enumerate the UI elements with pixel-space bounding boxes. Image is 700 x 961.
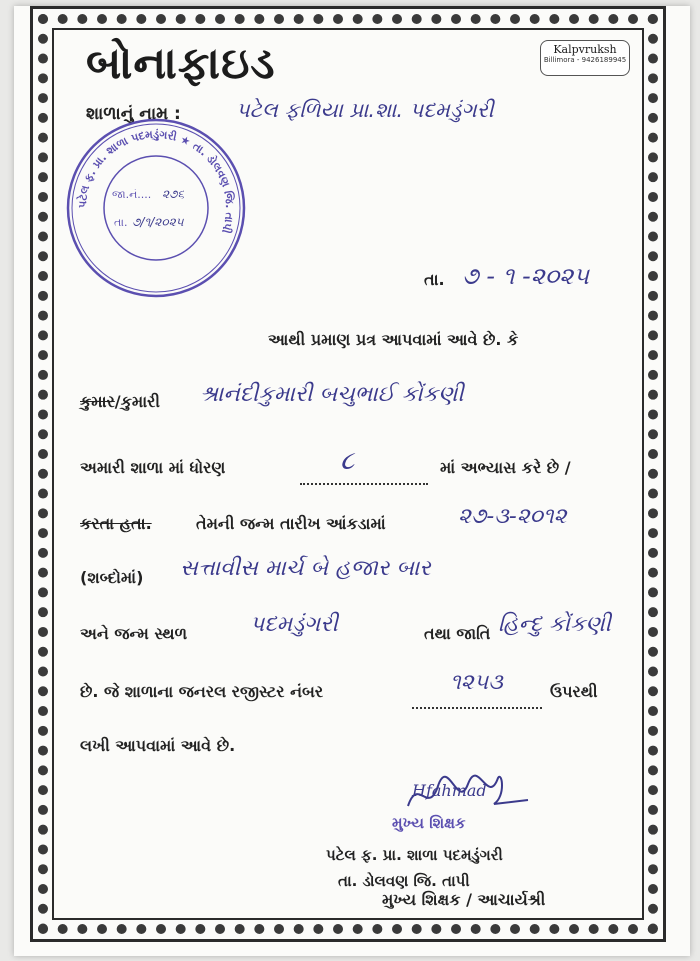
logo-brand: Kalpvruksh (553, 43, 617, 56)
designation: મુખ્ય શિક્ષક / આચાર્યશ્રી (382, 890, 546, 909)
register-suffix: ઉપરથી (550, 682, 598, 701)
seal-place: તા. ડોલવણ જિ. તાપી (338, 872, 470, 890)
school-round-stamp (64, 116, 248, 300)
school-name: પટેલ ફળિયા પ્રા.શા. પદમડુંગરી (236, 98, 494, 122)
seal-school: પટેલ ફ. પ્રા. શાળા પદમડુંગરી (326, 846, 503, 864)
stamp-date-label: તા. (114, 216, 128, 229)
dob-digits: ૨૭-૩-૨૦૧૨ (458, 504, 567, 529)
stamp-number-label: જા.નં.... (112, 188, 152, 201)
birthplace-value: પદમડુંગરી (250, 612, 338, 637)
class-suffix: માં અભ્યાસ કરે છે / (440, 458, 571, 477)
stamp-date-value: ૭/૧/૨૦૨૫ (132, 215, 184, 229)
studied-struck: કરતા હતા. (80, 514, 152, 533)
register-dotted-line (412, 694, 542, 713)
birthplace-label: અને જન્મ સ્થળ (80, 624, 188, 643)
intro-line: આથી પ્રમાણ પ્રત્ર આપવામાં આવે છે. કે (268, 330, 519, 349)
seal-title: મુખ્ય શિક્ષક (392, 814, 466, 832)
class-prefix: અમારી શાળા માં ધોરણ (80, 458, 226, 477)
stamp-ring-text: પટેલ ફ. પ્રા. શાળા પદમડુંગરી ★ તા. ડોલવણ જિ. તાપી (75, 127, 237, 235)
name-prefix (80, 392, 160, 412)
dob-label: તેમની જન્મ તારીખ આંકડામાં (196, 514, 386, 533)
logo-subtext: Billimora - 9426189945 (543, 56, 627, 64)
printer-logo (540, 40, 630, 76)
name-prefix-struck: કુમાર (80, 392, 115, 411)
dob-words: સત્તાવીસ માર્ચ બે હજાર બાર (180, 556, 431, 581)
register-number: ૧૨૫૩ (450, 670, 503, 695)
register-prefix: છે. જે શાળાના જનરલ રજીસ્ટર નંબર (80, 682, 324, 701)
date-label: તા. (424, 270, 445, 289)
words-label: (શબ્દોમાં) (80, 568, 144, 587)
class-value: ૮ (340, 446, 355, 476)
closing-line: લખી આપવામાં આવે છે. (80, 736, 236, 755)
name-prefix-kumari: /કુમારી (114, 392, 161, 411)
stamp-number-value: ૨૭૬ (162, 187, 185, 201)
caste-label: તથા જાતિ (424, 624, 491, 643)
signature-name: Hfahmad (412, 781, 487, 800)
school-label: શાળાનું નામ : (86, 104, 181, 124)
student-name: શ્રાનંદીકુમારી બચુભાઈ કોંકણી (200, 382, 464, 407)
caste-value: હિન્દુ કોંકણી (498, 612, 611, 637)
certificate-title: બોનાફાઇડ (86, 38, 276, 89)
class-dotted-line (300, 470, 428, 489)
certificate-date: ૭ - ૧ -૨૦૨૫ (462, 262, 590, 290)
